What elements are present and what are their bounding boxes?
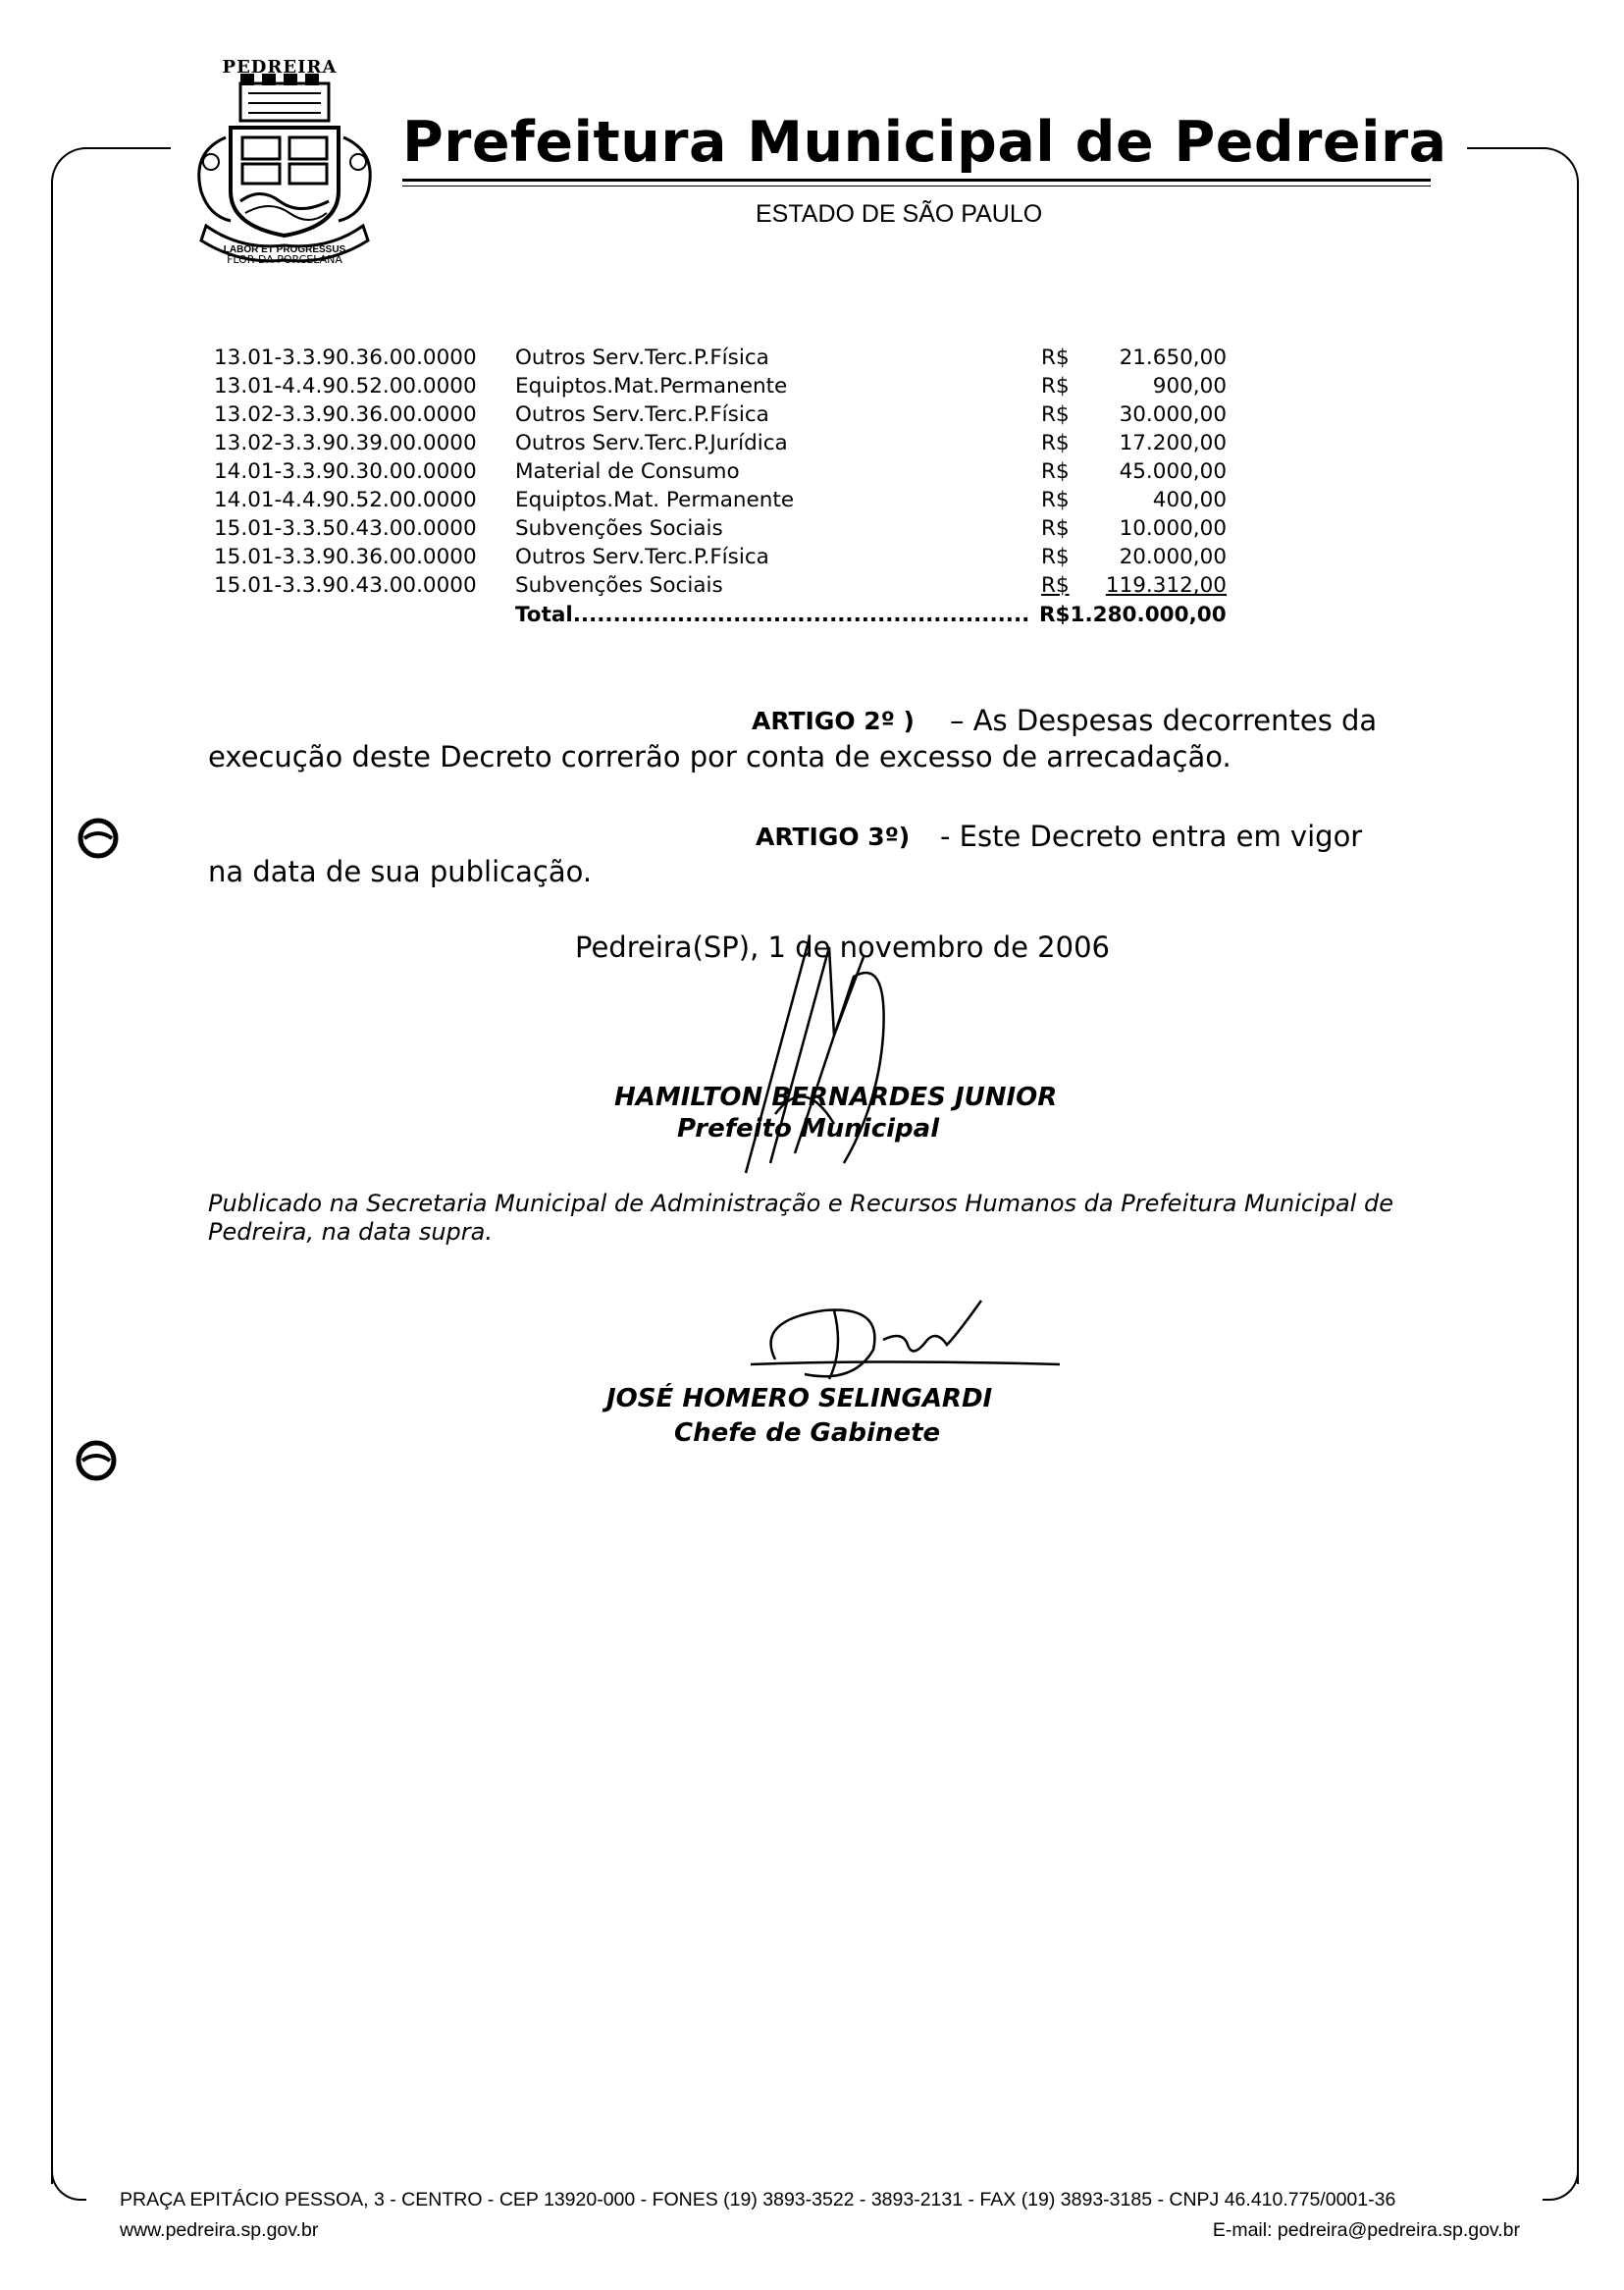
row-description: Outros Serv.Terc.P.Física [515,402,769,427]
row-currency: R$ [1041,459,1070,484]
row-code: 13.02-3.3.90.39.00.0000 [214,431,477,455]
row-code: 14.01-3.3.90.30.00.0000 [214,459,477,484]
row-description: Outros Serv.Terc.P.Física [515,346,769,370]
table-row [0,488,1624,516]
header-rule [402,179,1431,182]
punch-hole-icon [77,817,120,860]
row-currency: R$ [1041,374,1070,399]
page-frame-bottom-left [51,2159,86,2201]
row-amount: 17.200,00 [1119,431,1227,455]
row-code: 14.01-4.4.90.52.00.0000 [214,488,477,512]
article-3-text-line2: na data de sua publicação. [208,855,593,888]
row-amount: 21.650,00 [1119,346,1227,370]
page-frame-top-right [1467,147,1579,188]
table-row [0,545,1624,573]
publication-note-line2: Pedreira, na data supra. [208,1218,493,1246]
article-3-text-line1: - Este Decreto entra em vigor [940,820,1363,853]
row-currency: R$ [1041,516,1070,541]
row-code: 13.01-4.4.90.52.00.0000 [214,374,477,399]
total-label: Total......................................................... [515,603,1030,627]
row-amount: 119.312,00 [1105,573,1227,598]
footer-website-link[interactable]: www.pedreira.sp.gov.br [120,2219,319,2241]
crest-bottom-text: FLOR DA PORCELANA [227,253,342,266]
row-currency: R$ [1041,488,1070,512]
article-2-label: ARTIGO 2º ) [752,707,915,735]
chief-title: Chefe de Gabinete [674,1418,941,1448]
table-row [0,573,1624,602]
chief-signature-icon [736,1291,1070,1399]
footer-address: PRAÇA EPITÁCIO PESSOA, 3 - CENTRO - CEP 13920-000 - FONES (19) 3893-3522 - 3893-2131 - FAX (19) 3893-3185 - CNPJ 46.410.775/0001-36 [120,2189,1396,2210]
row-description: Subvenções Sociais [515,573,723,598]
row-code: 15.01-3.3.90.36.00.0000 [214,545,477,569]
row-amount: 45.000,00 [1119,459,1227,484]
row-description: Equiptos.Mat. Permanente [515,488,795,512]
total-value: R$1.280.000,00 [1039,603,1227,627]
row-currency: R$ [1041,573,1070,598]
table-row [0,431,1624,459]
row-currency: R$ [1041,431,1070,455]
row-description: Material de Consumo [515,459,740,484]
page-frame-bottom-right [1543,2159,1579,2201]
mayor-name: HAMILTON BERNARDES JUNIOR [614,1083,1058,1112]
row-amount: 20.000,00 [1119,545,1227,569]
row-currency: R$ [1041,402,1070,427]
publication-note-line1: Publicado na Secretaria Municipal de Administração e Recursos Humanos da Prefeitura Municipal de [208,1190,1393,1217]
footer-email-link[interactable]: E-mail: pedreira@pedreira.sp.gov.br [1212,2219,1520,2241]
article-2-text-line2: execução deste Decreto correrão por conta de excesso de arrecadação. [208,740,1231,773]
table-row [0,516,1624,545]
mayor-signature-icon [716,918,942,1193]
row-amount: 10.000,00 [1119,516,1227,541]
punch-hole-icon [75,1439,118,1482]
table-row [0,346,1624,374]
crest-ribbon-text: LABOR ET PROGRESSUS [223,244,346,255]
row-description: Outros Serv.Terc.P.Física [515,545,769,569]
row-code: 13.01-3.3.90.36.00.0000 [214,346,477,370]
table-row [0,374,1624,402]
row-currency: R$ [1041,545,1070,569]
row-amount: 400,00 [1152,488,1227,512]
table-row [0,402,1624,431]
row-code: 15.01-3.3.90.43.00.0000 [214,573,477,598]
article-2-text-line1: – As Despesas decorrentes da [950,704,1378,737]
page-frame-top-left [51,147,171,188]
row-amount: 30.000,00 [1119,402,1227,427]
table-total-row [0,603,1624,631]
row-code: 13.02-3.3.90.36.00.0000 [214,402,477,427]
crest-top-text: PEDREIRA [222,57,338,78]
municipal-crest-icon [182,54,388,280]
page-title: Prefeitura Municipal de Pedreira [402,110,1447,175]
chief-name: JOSÉ HOMERO SELINGARDI [606,1384,993,1413]
row-currency: R$ [1041,346,1070,370]
mayor-title: Prefeito Municipal [677,1114,940,1144]
article-3-label: ARTIGO 3º) [756,823,911,851]
place-date: Pedreira(SP), 1 de novembro de 2006 [575,931,1110,964]
page-subtitle: ESTADO DE SÃO PAULO [756,200,1043,228]
row-description: Subvenções Sociais [515,516,723,541]
row-description: Outros Serv.Terc.P.Jurídica [515,431,788,455]
row-code: 15.01-3.3.50.43.00.0000 [214,516,477,541]
table-row [0,459,1624,488]
row-description: Equiptos.Mat.Permanente [515,374,788,399]
row-amount: 900,00 [1152,374,1227,399]
